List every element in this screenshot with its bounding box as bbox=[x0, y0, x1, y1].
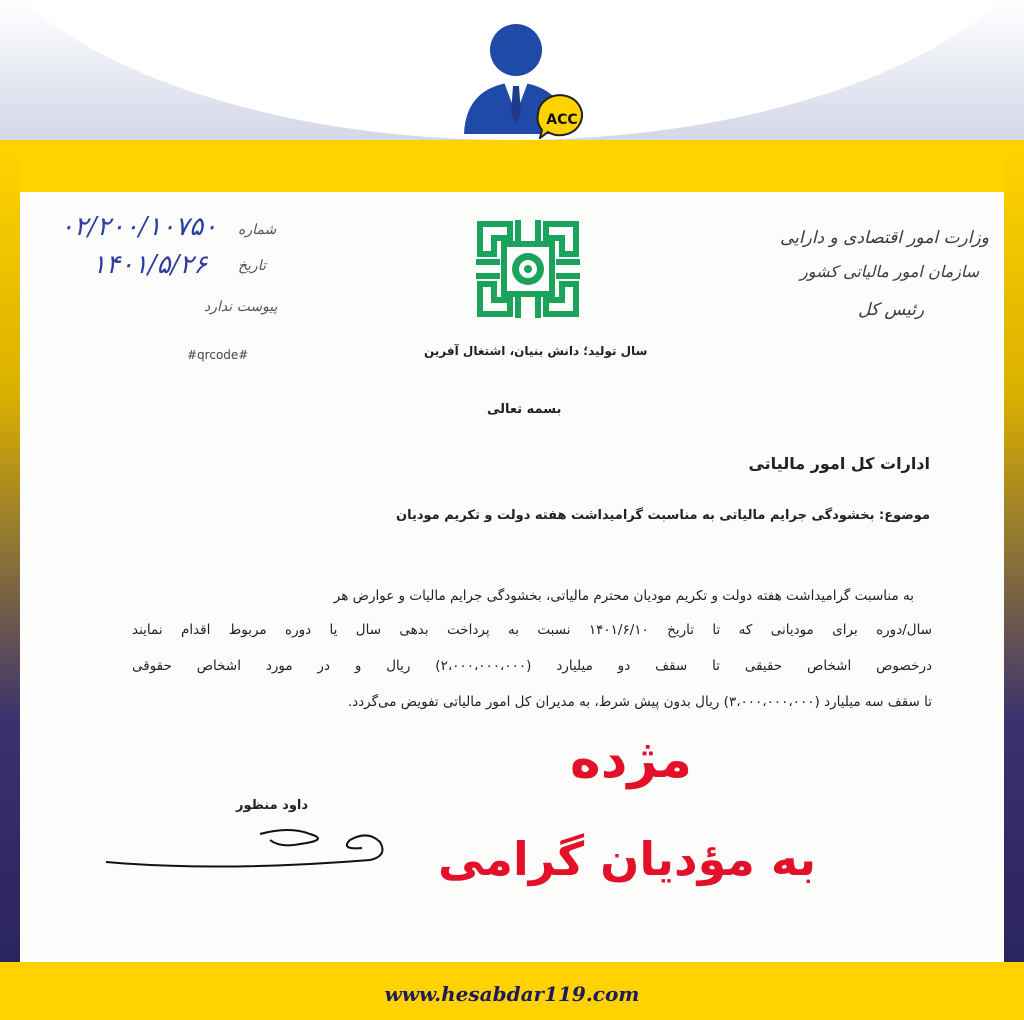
body-line-4: تا سقف سه میلیارد (۳،۰۰۰،۰۰۰،۰۰۰) ریال بدون پیش شرط، به مدیران کل امور مالیاتی تفویض می‌گردد. bbox=[347, 694, 932, 710]
ministry-line-1: وزارت امور اقتصادی و دارایی bbox=[780, 228, 989, 248]
website-link[interactable]: www.hesabdar119.com bbox=[384, 982, 640, 1006]
signatory-name: داود منظور bbox=[236, 798, 309, 813]
promo-headline: مژده bbox=[570, 730, 692, 790]
basmala: بسمه تعالی bbox=[487, 402, 562, 417]
date-label: تاریخ bbox=[238, 258, 266, 274]
frame-right bbox=[1004, 150, 1024, 970]
handwritten-signature-icon bbox=[100, 820, 400, 890]
year-motto: سال تولید؛ دانش بنیان، اشتغال آفرین bbox=[424, 344, 648, 358]
letter-number: ۰۲/۲۰۰/۱۰۷۵۰ bbox=[60, 212, 218, 242]
letter-date: ۱۴۰۱/۵/۲۶ bbox=[92, 250, 208, 280]
letter-subject: موضوع: بخشودگی جرایم مالیاتی به مناسبت گرامیداشت هفته دولت و تکریم مودیان bbox=[395, 508, 930, 523]
gold-band-top bbox=[0, 140, 1024, 195]
addressee: ادارات کل امور مالیاتی bbox=[748, 454, 930, 473]
attachment-label: پیوست ندارد bbox=[204, 299, 278, 315]
number-label: شماره bbox=[238, 222, 277, 238]
tax-organization-emblem-icon bbox=[470, 214, 586, 324]
ministry-line-2: سازمان امور مالیاتی کشور bbox=[800, 262, 980, 281]
promo-subheadline: به مؤدیان گرامی bbox=[438, 832, 817, 886]
logo-badge: ACC bbox=[546, 112, 578, 128]
ministry-line-3: رئیس کل bbox=[858, 300, 925, 320]
accountant-logo-icon bbox=[456, 14, 601, 139]
body-line-3: درخصوص اشخاص حقیقی تا سقف دو میلیارد (۲،۰۰۰،۰۰۰،۰۰۰) ریال و در مورد اشخاص حقوقی bbox=[132, 658, 932, 674]
qrcode-placeholder: #qrcode# bbox=[187, 348, 249, 362]
body-line-1: به مناسبت گرامیداشت هفته دولت و تکریم مودیان محترم مالیاتی، بخشودگی جرایم مالیات و عوارض هر bbox=[333, 588, 914, 604]
frame-left bbox=[0, 150, 20, 970]
body-line-2: سال/دوره برای مودیانی که تا تاریخ ۱۴۰۱/۶/۱۰ نسبت به پرداخت بدهی سال یا دوره مربوط اقدام نمایند bbox=[132, 622, 932, 638]
